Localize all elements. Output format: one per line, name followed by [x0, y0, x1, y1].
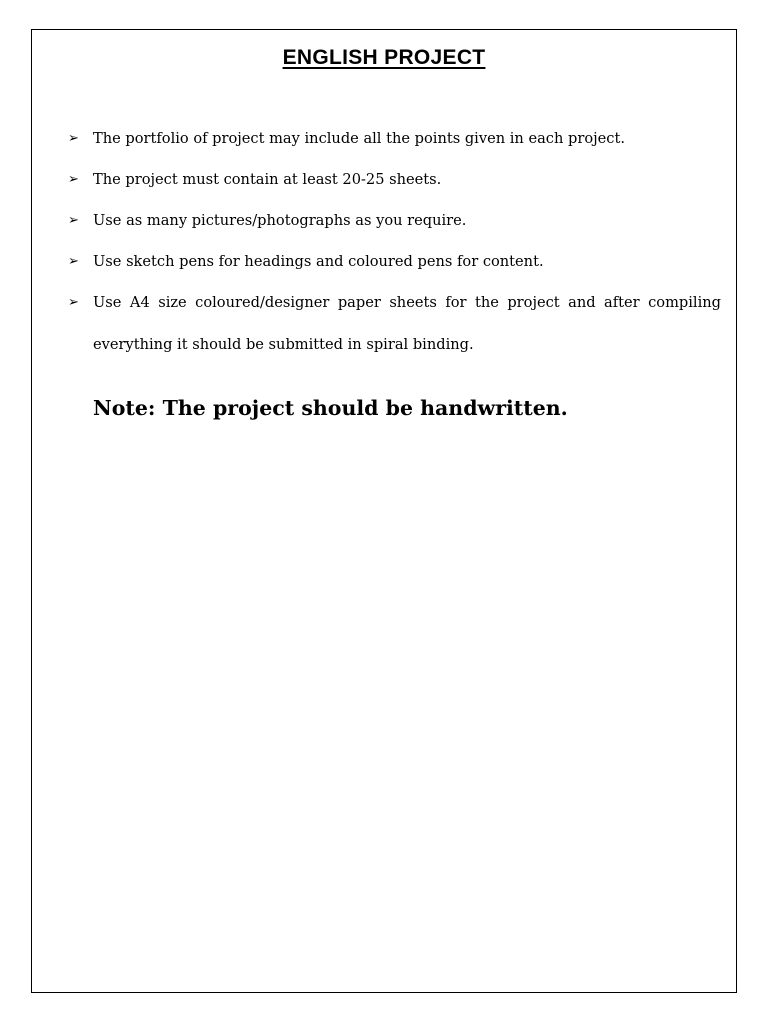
list-item-text: The project must contain at least 20-25 sheets. [93, 171, 442, 188]
list-item-text: Use sketch pens for headings and coloured pens for content. [93, 253, 544, 270]
instructions-list [68, 128, 721, 385]
handwritten-note: Note: The project should be handwritten. [93, 396, 568, 420]
arrow-bullet-icon: ➢ [68, 295, 79, 310]
document-title: ENGLISH PROJECT [282, 46, 486, 69]
list-item [68, 128, 721, 150]
list-item-text: The portfolio of project may include all the points given in each project. [93, 130, 625, 147]
arrow-bullet-icon: ➢ [68, 254, 79, 269]
arrow-bullet-icon: ➢ [68, 172, 79, 187]
list-item [68, 251, 721, 273]
list-item [68, 169, 721, 191]
arrow-bullet-icon: ➢ [68, 131, 79, 146]
list-item-text: Use as many pictures/photographs as you require. [93, 212, 467, 229]
list-item-text: Use A4 size coloured/designer paper sheets for the project and after compiling everything it should be submitted in spiral binding. [93, 294, 721, 353]
list-item [68, 282, 721, 366]
list-item [68, 210, 721, 232]
arrow-bullet-icon: ➢ [68, 213, 79, 228]
